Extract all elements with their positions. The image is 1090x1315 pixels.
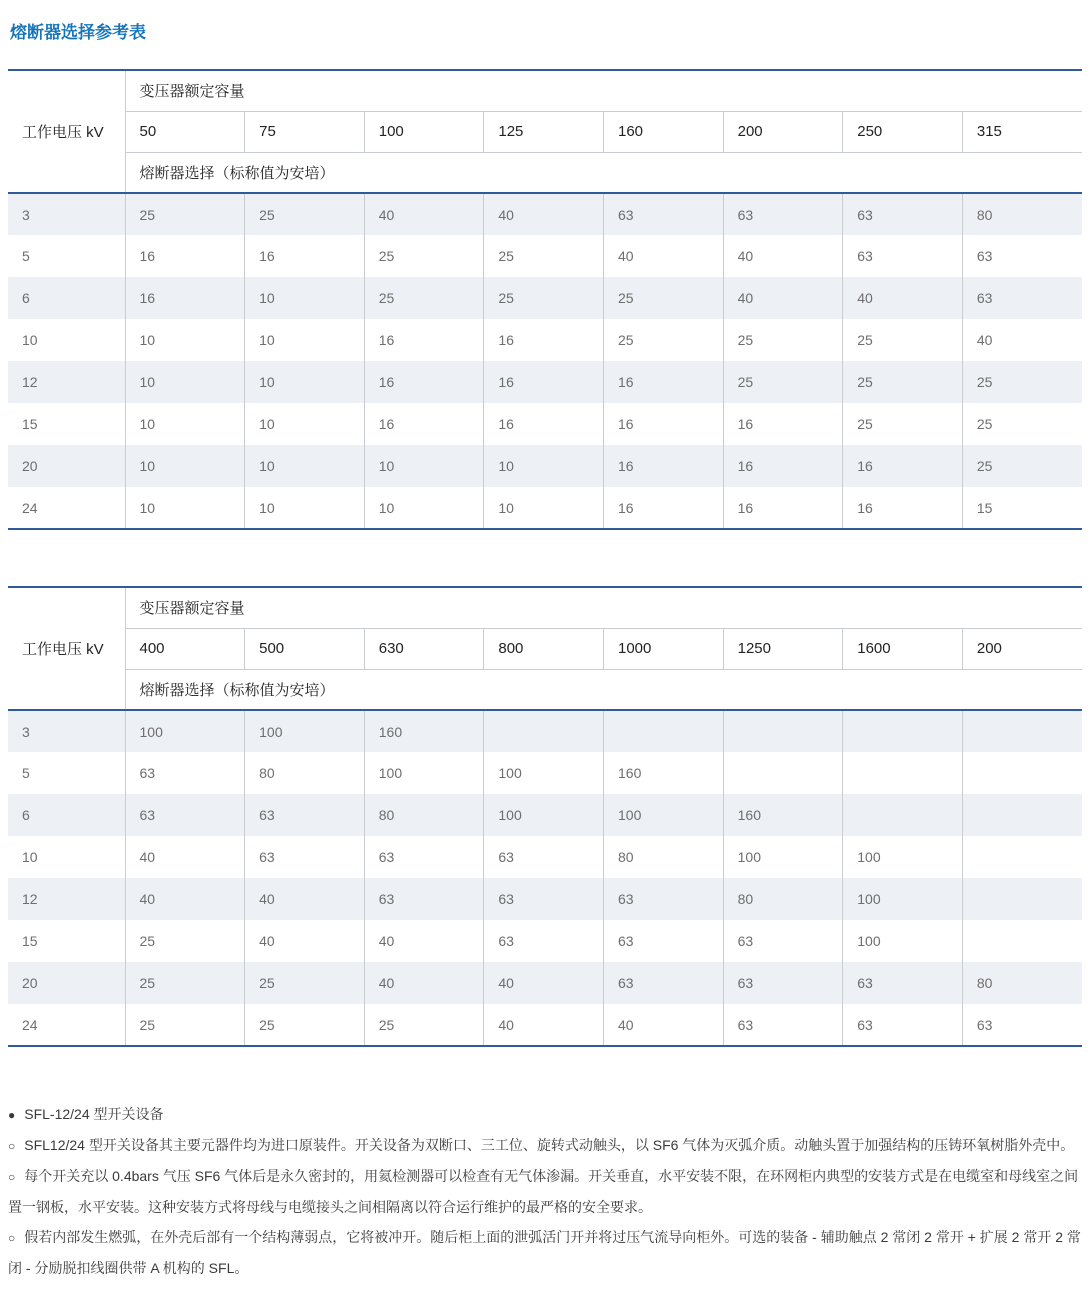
transformer-capacity-header: 变压器额定容量 (125, 587, 1082, 628)
fuse-value-cell: 40 (723, 277, 843, 319)
fuse-value-cell (962, 920, 1082, 962)
fuse-value-cell: 63 (843, 962, 963, 1004)
table-row (8, 1004, 1082, 1046)
fuse-value-cell: 100 (723, 836, 843, 878)
fuse-value-cell: 16 (604, 361, 724, 403)
table-row (8, 710, 1082, 752)
fuse-value-cell: 16 (484, 403, 604, 445)
fuse-value-cell: 10 (245, 445, 365, 487)
table-row (8, 361, 1082, 403)
fuse-value-cell: 25 (125, 1004, 245, 1046)
fuse-value-cell: 10 (245, 319, 365, 361)
fuse-value-cell: 16 (245, 235, 365, 277)
fuse-value-cell: 40 (364, 193, 484, 235)
fuse-value-cell: 40 (484, 1004, 604, 1046)
fuse-value-cell: 63 (364, 836, 484, 878)
fuse-value-cell (484, 710, 604, 752)
fuse-value-cell: 63 (245, 794, 365, 836)
note-item (8, 1161, 1082, 1222)
header-row-capacity-group (8, 587, 1082, 628)
fuse-value-cell: 16 (604, 445, 724, 487)
capacity-value-header: 160 (604, 111, 724, 152)
fuse-value-cell: 40 (245, 878, 365, 920)
capacity-value-header: 125 (484, 111, 604, 152)
table-row (8, 403, 1082, 445)
voltage-cell: 24 (8, 1004, 125, 1046)
fuse-value-cell: 63 (723, 1004, 843, 1046)
bullet-icon: ○ (8, 1139, 16, 1153)
table-body (8, 710, 1082, 1046)
table-row (8, 962, 1082, 1004)
fuse-value-cell: 100 (843, 878, 963, 920)
table-header (8, 70, 1082, 193)
table-row (8, 836, 1082, 878)
fuse-value-cell: 16 (843, 487, 963, 529)
fuse-value-cell: 16 (364, 361, 484, 403)
fuse-value-cell: 25 (843, 319, 963, 361)
fuse-value-cell: 16 (604, 487, 724, 529)
header-row-capacity-group (8, 70, 1082, 111)
bullet-icon: ● (8, 1108, 16, 1122)
fuse-value-cell: 100 (484, 794, 604, 836)
fuse-value-cell: 10 (245, 403, 365, 445)
fuse-value-cell: 15 (976, 499, 993, 516)
fuse-value-cell: 63 (604, 962, 724, 1004)
fuse-value-cell: 40 (364, 920, 484, 962)
working-voltage-header: 工作电压 kV (8, 70, 125, 193)
note-text: SFL-12/24 型开关设备 (24, 1106, 164, 1122)
fuse-value-cell: 10 (125, 319, 245, 361)
voltage-cell: 15 (8, 403, 125, 445)
header-row-capacity-values (8, 628, 1082, 669)
voltage-cell: 24 (8, 487, 125, 529)
bullet-icon: ○ (8, 1170, 16, 1184)
fuse-value-cell: 25 (245, 193, 365, 235)
fuse-value-cell: 16 (843, 445, 963, 487)
fuse-value-cell: 63 (604, 193, 724, 235)
fuse-value-cell: 25 (125, 920, 245, 962)
fuse-value-cell: 10 (125, 403, 245, 445)
fuse-value-cell: 40 (245, 920, 365, 962)
capacity-value-header: 200 (723, 111, 843, 152)
voltage-cell: 12 (8, 878, 125, 920)
fuse-value-cell: 25 (245, 962, 365, 1004)
fuse-value-cell: 40 (125, 836, 245, 878)
capacity-value-header: 50 (125, 111, 245, 152)
table-row (8, 445, 1082, 487)
fuse-selection-header: 熔断器选择（标称值为安培） (139, 681, 335, 699)
voltage-cell: 6 (8, 794, 125, 836)
fuse-value-cell: 63 (723, 920, 843, 962)
fuse-value-cell (962, 710, 1082, 752)
fuse-value-cell: 25 (723, 319, 843, 361)
fuse-value-cell: 80 (976, 206, 993, 223)
fuse-value-cell: 63 (843, 193, 963, 235)
voltage-cell: 5 (8, 235, 125, 277)
fuse-value-cell: 25 (125, 193, 245, 235)
capacity-value-header: 630 (364, 628, 484, 669)
fuse-value-cell: 25 (125, 962, 245, 1004)
fuse-value-cell: 40 (125, 878, 245, 920)
fuse-value-cell: 80 (604, 836, 724, 878)
transformer-capacity-header: 变压器额定容量 (125, 70, 1082, 111)
voltage-cell: 3 (8, 710, 125, 752)
fuse-value-cell (843, 752, 963, 794)
fuse-value-cell: 160 (723, 794, 843, 836)
fuse-value-cell: 100 (364, 752, 484, 794)
working-voltage-header: 工作电压 kV (8, 587, 125, 710)
fuse-value-cell: 40 (484, 962, 604, 1004)
voltage-cell: 15 (8, 920, 125, 962)
capacity-value-header: 500 (245, 628, 365, 669)
fuse-value-cell: 25 (604, 277, 724, 319)
page-title: 熔断器选择参考表 (10, 23, 146, 42)
voltage-cell: 10 (8, 319, 125, 361)
fuse-value-cell: 160 (364, 710, 484, 752)
voltage-cell: 20 (8, 445, 125, 487)
capacity-value-header: 200 (962, 628, 1082, 669)
note-item (8, 1130, 1082, 1161)
fuse-value-cell: 10 (364, 445, 484, 487)
fuse-value-cell: 25 (976, 416, 993, 432)
table-row (8, 878, 1082, 920)
fuse-value-cell: 63 (976, 248, 993, 264)
fuse-value-cell (962, 794, 1082, 836)
fuse-tables-container (8, 69, 1082, 1047)
fuse-value-cell: 25 (364, 235, 484, 277)
capacity-value-header: 400 (125, 628, 245, 669)
fuse-value-cell: 16 (125, 277, 245, 319)
fuse-value-cell: 25 (364, 1004, 484, 1046)
fuse-value-cell: 16 (723, 445, 843, 487)
fuse-value-cell: 10 (125, 487, 245, 529)
fuse-value-cell: 100 (843, 920, 963, 962)
voltage-cell: 3 (8, 193, 125, 235)
fuse-value-cell: 25 (723, 361, 843, 403)
fuse-value-cell: 10 (125, 361, 245, 403)
header-row-fuse-label (8, 669, 1082, 710)
fuse-value-cell: 10 (245, 487, 365, 529)
fuse-value-cell: 25 (364, 277, 484, 319)
capacity-value-header: 75 (245, 111, 365, 152)
fuse-value-cell: 63 (484, 836, 604, 878)
capacity-value-header: 1600 (843, 628, 963, 669)
fuse-value-cell (843, 794, 963, 836)
fuse-value-cell (962, 752, 1082, 794)
table-row (8, 193, 1082, 235)
fuse-value-cell: 40 (976, 332, 993, 348)
fuse-value-cell: 25 (976, 458, 993, 474)
header-row-capacity-values (8, 111, 1082, 152)
fuse-value-cell: 16 (604, 403, 724, 445)
voltage-cell: 5 (8, 752, 125, 794)
fuse-value-cell: 16 (484, 319, 604, 361)
capacity-value-header: 1000 (604, 628, 724, 669)
fuse-value-cell: 100 (484, 752, 604, 794)
fuse-value-cell: 63 (723, 962, 843, 1004)
fuse-value-cell: 63 (484, 920, 604, 962)
fuse-value-cell: 63 (976, 290, 993, 306)
fuse-value-cell: 63 (364, 878, 484, 920)
voltage-cell: 12 (8, 361, 125, 403)
fuse-value-cell: 40 (484, 193, 604, 235)
table-row (8, 277, 1082, 319)
fuse-value-cell: 63 (843, 1004, 963, 1046)
fuse-value-cell: 16 (125, 235, 245, 277)
capacity-value-header: 315 (962, 111, 1082, 152)
fuse-value-cell (843, 710, 963, 752)
table-row (8, 235, 1082, 277)
fuse-value-cell: 80 (976, 975, 993, 991)
note-item (8, 1099, 1082, 1130)
fuse-value-cell (604, 710, 724, 752)
fuse-value-cell: 10 (245, 361, 365, 403)
fuse-value-cell: 63 (976, 1016, 993, 1033)
note-text: 假若内部发生燃弧，在外壳后部有一个结构薄弱点，它将被冲开。随后柜上面的泄弧活门开并将过压气流导向柜外。可选的装备 - 辅助触点 2 常闭 2 常开 + 扩展 2 常开 2 常闭 - 分励脱扣线圈供带 A 机构的 SFL。 (8, 1229, 1081, 1276)
fuse-value-cell: 10 (484, 487, 604, 529)
fuse-value-cell: 25 (843, 403, 963, 445)
fuse-value-cell: 16 (723, 487, 843, 529)
table-row (8, 920, 1082, 962)
fuse-value-cell: 80 (723, 878, 843, 920)
voltage-cell: 10 (8, 836, 125, 878)
capacity-value-header: 250 (843, 111, 963, 152)
fuse-value-cell: 10 (484, 445, 604, 487)
fuse-value-cell: 63 (604, 920, 724, 962)
fuse-value-cell: 10 (245, 277, 365, 319)
fuse-value-cell: 25 (484, 235, 604, 277)
fuse-value-cell: 40 (843, 277, 963, 319)
fuse-value-cell (723, 752, 843, 794)
note-text: SFL12/24 型开关设备其主要元器件均为进口原装件。开关设备为双断口、三工位、旋转式动触头，以 SF6 气体为灭弧介质。动触头置于加强结构的压铸环氧树脂外壳中。 (24, 1137, 1075, 1153)
fuse-value-cell: 10 (364, 487, 484, 529)
fuse-value-cell: 16 (364, 319, 484, 361)
fuse-value-cell: 80 (245, 752, 365, 794)
table-header (8, 587, 1082, 710)
fuse-value-cell (962, 878, 1082, 920)
table-row (8, 794, 1082, 836)
fuse-value-cell: 80 (364, 794, 484, 836)
fuse-table-2 (8, 586, 1082, 1047)
fuse-value-cell: 25 (843, 361, 963, 403)
fuse-value-cell: 63 (484, 878, 604, 920)
fuse-value-cell: 63 (604, 878, 724, 920)
fuse-table-1 (8, 69, 1082, 530)
fuse-value-cell: 25 (484, 277, 604, 319)
fuse-value-cell: 16 (364, 403, 484, 445)
fuse-value-cell: 63 (245, 836, 365, 878)
fuse-value-cell (962, 836, 1082, 878)
table-row (8, 487, 1082, 529)
capacity-value-header: 100 (364, 111, 484, 152)
fuse-value-cell: 100 (843, 836, 963, 878)
fuse-value-cell: 100 (125, 710, 245, 752)
bullet-icon: ○ (8, 1231, 16, 1245)
fuse-value-cell: 40 (604, 235, 724, 277)
capacity-value-header: 1250 (723, 628, 843, 669)
voltage-cell: 20 (8, 962, 125, 1004)
fuse-value-cell: 10 (125, 445, 245, 487)
fuse-value-cell: 25 (245, 1004, 365, 1046)
fuse-value-cell: 160 (604, 752, 724, 794)
fuse-value-cell: 40 (604, 1004, 724, 1046)
fuse-value-cell: 40 (364, 962, 484, 1004)
fuse-value-cell: 63 (125, 752, 245, 794)
table-row (8, 319, 1082, 361)
fuse-value-cell: 16 (723, 403, 843, 445)
notes-section (8, 1099, 1082, 1283)
fuse-selection-header: 熔断器选择（标称值为安培） (139, 164, 335, 182)
fuse-value-cell: 100 (245, 710, 365, 752)
table-row (8, 752, 1082, 794)
note-text: 每个开关充以 0.4bars 气压 SF6 气体后是永久密封的，用氦检测器可以检查有无气体渗漏。开关垂直，水平安装不限，在环网柜内典型的安装方式是在电缆室和母线室之间置一钢板，水平安装。这种安装方式将母线与电缆接头之间相隔离以符合运行维护的最严格的安全要求。 (8, 1168, 1079, 1215)
table-body (8, 193, 1082, 529)
fuse-value-cell: 63 (125, 794, 245, 836)
header-row-fuse-label (8, 152, 1082, 193)
note-item (8, 1222, 1082, 1283)
fuse-value-cell: 63 (723, 193, 843, 235)
capacity-value-header: 800 (484, 628, 604, 669)
voltage-cell: 6 (8, 277, 125, 319)
fuse-value-cell: 100 (604, 794, 724, 836)
fuse-value-cell (723, 710, 843, 752)
fuse-value-cell: 40 (723, 235, 843, 277)
fuse-value-cell: 63 (843, 235, 963, 277)
fuse-value-cell: 16 (484, 361, 604, 403)
fuse-value-cell: 25 (976, 374, 993, 390)
fuse-value-cell: 25 (604, 319, 724, 361)
